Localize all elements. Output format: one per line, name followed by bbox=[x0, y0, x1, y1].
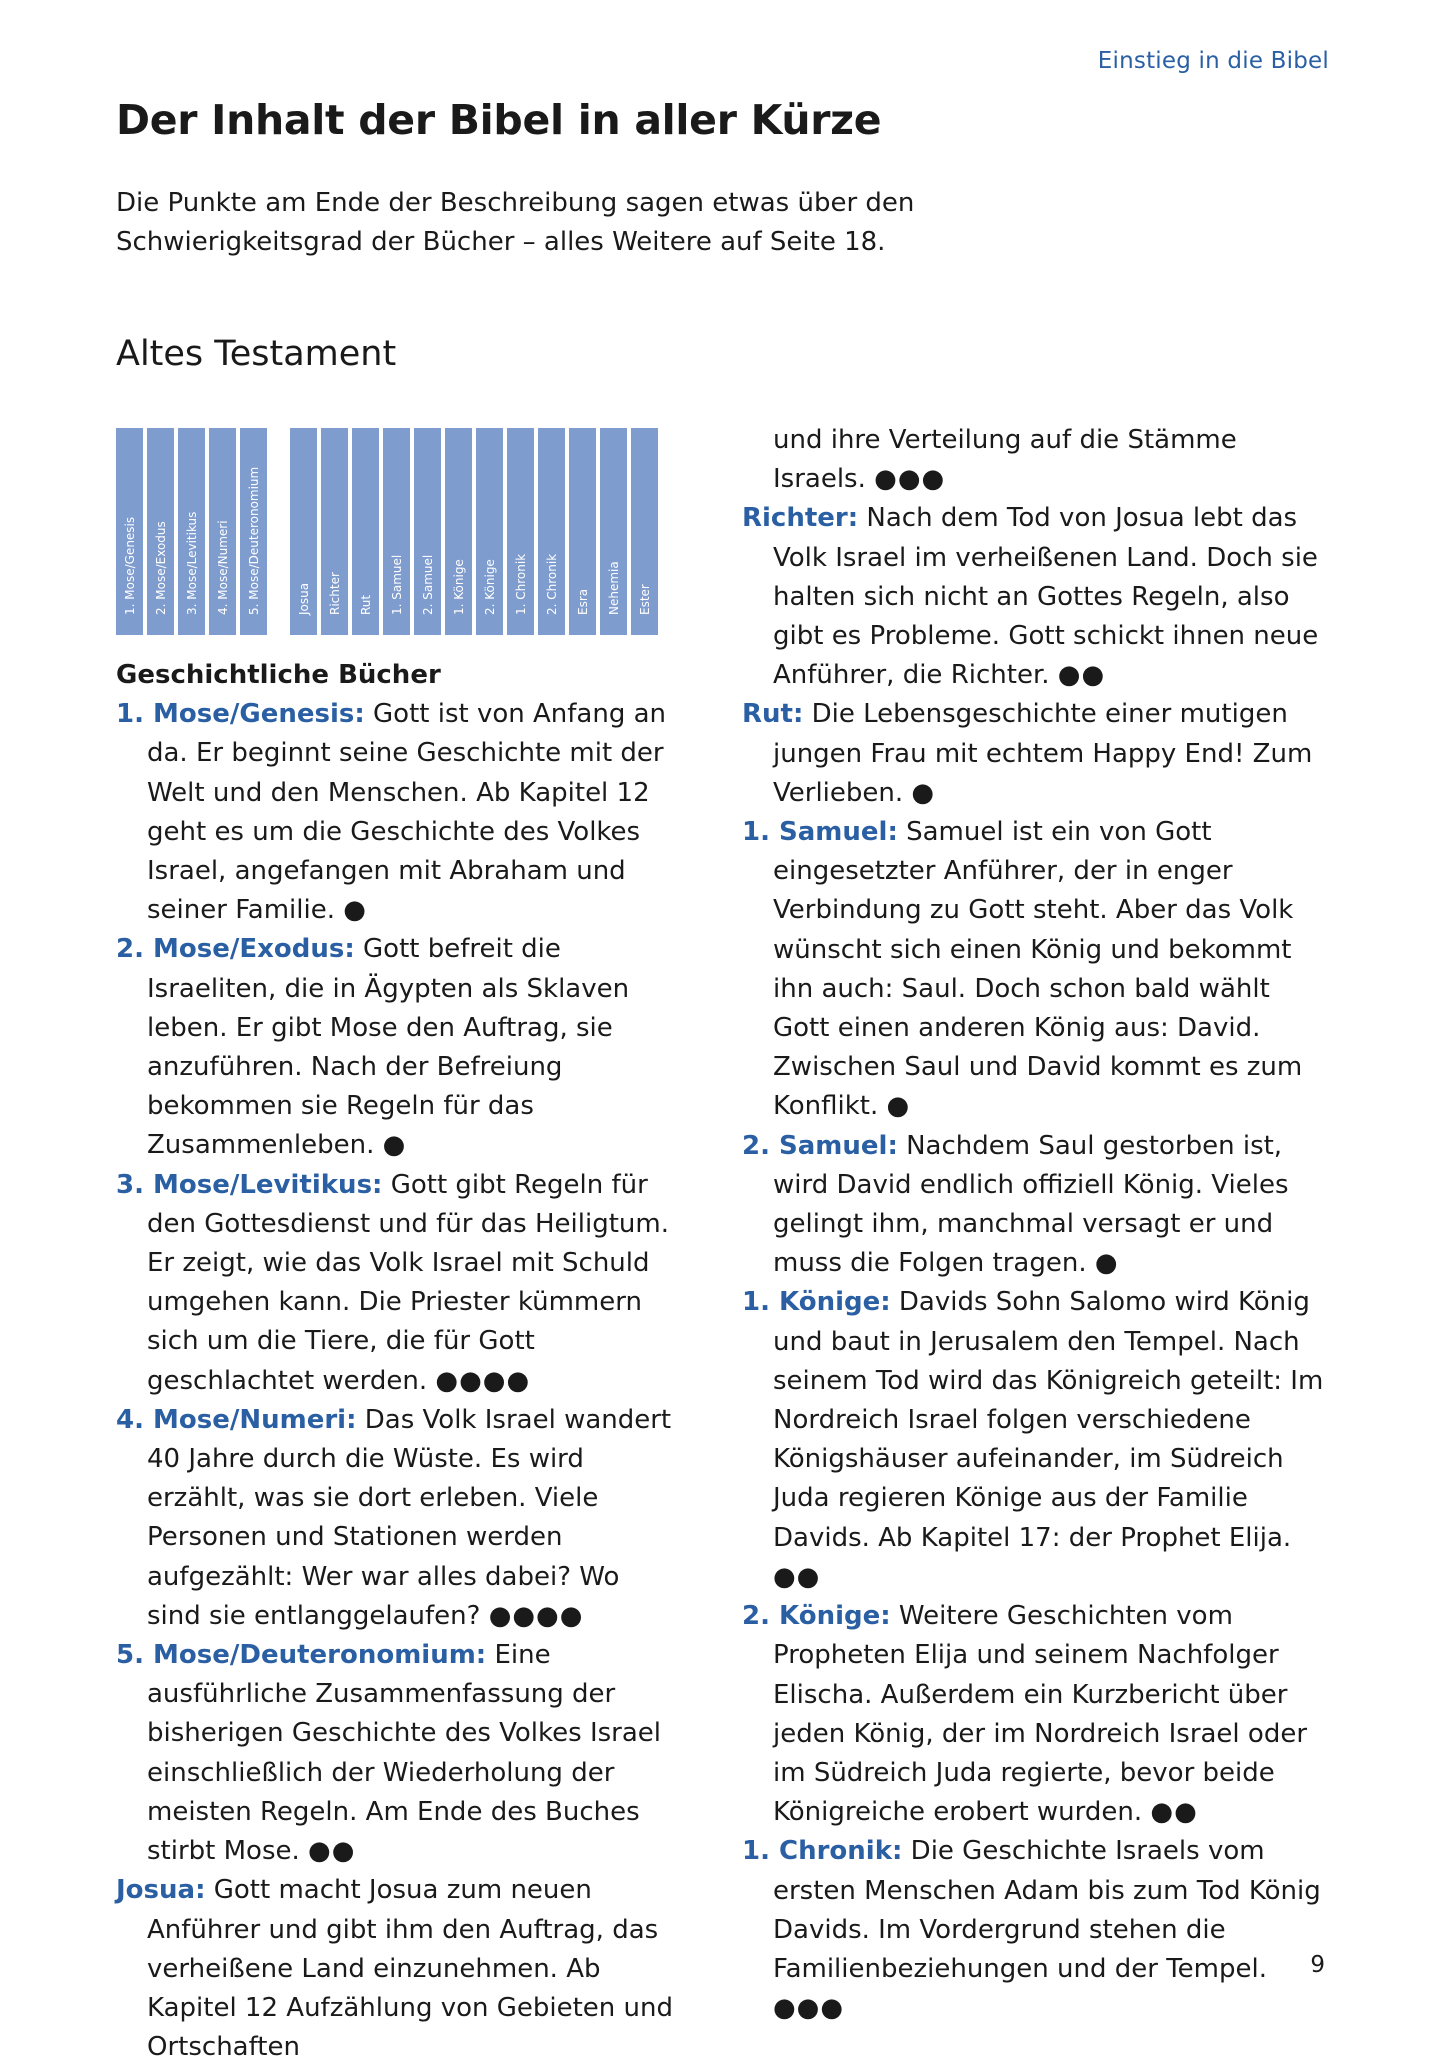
book-entry bbox=[116, 1871, 676, 2067]
page-title: Der Inhalt der Bibel in aller Kürze bbox=[116, 96, 882, 144]
book-strip-label: 3. Mose/Levitikus bbox=[184, 511, 199, 615]
difficulty-dots: ●●●● bbox=[435, 1365, 531, 1396]
book-description: Gott ist von Anfang an da. Er beginnt seine Geschichte mit der Welt und den Menschen. Ab Kapitel 12 geht es um die Geschichte des Volkes Israel, angefangen mit Abraham und seiner Familie. bbox=[147, 699, 666, 926]
book-description: Die Lebensgeschichte einer mutigen jungen Frau mit echtem Happy End! Zum Verlieben. bbox=[773, 699, 1313, 808]
book-strip bbox=[445, 428, 472, 635]
book-term: 3. Mose/Levitikus: bbox=[116, 1169, 383, 1200]
book-term: Rut: bbox=[742, 699, 804, 730]
book-strip bbox=[290, 428, 317, 635]
difficulty-dots: ●● bbox=[308, 1836, 356, 1867]
book-strip-label: Rut bbox=[358, 594, 373, 615]
book-strip-label: 1. Könige bbox=[451, 559, 466, 615]
book-description: Das Volk Israel wandert 40 Jahre durch die Wüste. Es wird erzählt, was sie dort erleben. Viele Personen und Stationen werden aufgezählt: Wer war alles dabei? Wo sind sie entlanggelaufen? bbox=[147, 1404, 672, 1631]
book-strip bbox=[352, 428, 379, 635]
book-strip-label: 1. Chronik bbox=[513, 553, 528, 615]
book-strip-label: 2. Samuel bbox=[420, 554, 435, 615]
book-description: Gott befreit die Israeliten, die in Ägypten als Sklaven leben. Er gibt Mose den Auftrag, sie anzuführen. Nach der Befreiung bekommen sie Regeln für das Zusammenleben. bbox=[147, 934, 630, 1161]
difficulty-dots: ●●● bbox=[773, 1993, 845, 2024]
book-entry bbox=[742, 499, 1332, 695]
book-strip bbox=[631, 428, 658, 635]
book-strip bbox=[321, 428, 348, 635]
book-strip-label: 5. Mose/Deuteronomium bbox=[246, 466, 261, 615]
intro-line-2: Schwierigkeitsgrad der Bücher – alles Weitere auf Seite 18. bbox=[116, 227, 886, 257]
book-strip bbox=[414, 428, 441, 635]
book-description: Eine ausführliche Zusammenfassung der bisherigen Geschichte des Volkes Israel einschließlich der Wiederholung der meisten Regeln. Am Ende des Buches stirbt Mose. bbox=[147, 1640, 662, 1867]
book-term: 1. Samuel: bbox=[742, 817, 898, 848]
book-strip-label: 1. Mose/Genesis bbox=[122, 516, 137, 615]
intro-line-1: Die Punkte am Ende der Beschreibung sagen etwas über den bbox=[116, 188, 915, 218]
book-strip bbox=[600, 428, 627, 635]
book-entry bbox=[116, 1636, 676, 1871]
difficulty-dots: ● bbox=[886, 1091, 911, 1122]
book-entry bbox=[116, 1166, 676, 1401]
book-description: Gott macht Josua zum neuen Anführer und gibt ihm den Auftrag, das verheißene Land einzunehmen. Ab Kapitel 12 Aufzählung von Gebieten und Ortschaften bbox=[147, 1875, 674, 2063]
book-entry bbox=[742, 1283, 1332, 1597]
book-strip bbox=[209, 428, 236, 635]
book-description: Nach dem Tod von Josua lebt das Volk Israel im verheißenen Land. Doch sie halten sich nicht an Gottes Regeln, also gibt es Probleme. Gott schickt ihnen neue Anführer, die Richter. bbox=[773, 503, 1319, 691]
book-strip bbox=[507, 428, 534, 635]
difficulty-dots: ●● bbox=[1150, 1797, 1198, 1828]
running-header: Einstieg in die Bibel bbox=[1097, 48, 1329, 74]
book-strip-label: Richter bbox=[327, 572, 342, 615]
book-strip-label: 2. Mose/Exodus bbox=[153, 521, 168, 615]
book-strip-label: Esra bbox=[575, 588, 590, 615]
difficulty-dots: ● bbox=[911, 777, 936, 808]
book-term: 1. Könige: bbox=[742, 1287, 891, 1318]
book-term: Josua: bbox=[116, 1875, 206, 1906]
book-strip bbox=[116, 428, 143, 635]
book-entry bbox=[116, 1401, 676, 1636]
book-description: Gott gibt Regeln für den Gottesdienst und für das Heiligtum. Er zeigt, wie das Volk Israel mit Schuld umgehen kann. Die Priester kümmern sich um die Tiere, die für Gott geschlachtet werden. bbox=[147, 1169, 669, 1396]
book-description: Weitere Geschichten vom Propheten Elija und seinem Nachfolger Elischa. Außerdem ein Kurzbericht über jeden König, der im Nordreich Israel oder im Südreich Juda regierte, bevor beide Königreiche erobert wurden. bbox=[773, 1601, 1308, 1828]
book-entry bbox=[742, 813, 1332, 1127]
book-description: Samuel ist ein von Gott eingesetzter Anführer, der in enger Verbindung zu Gott steht. Aber das Volk wünscht sich einen König und bekommt ihn auch: Saul. Doch schon bald wählt Gott einen anderen König aus: David. Zwischen Saul und David kommt es zum Konflikt. bbox=[773, 817, 1303, 1122]
left-column bbox=[116, 656, 676, 2067]
difficulty-dots: ●●● bbox=[874, 464, 946, 495]
book-entry bbox=[116, 695, 676, 930]
book-strip-label: 1. Samuel bbox=[389, 554, 404, 615]
book-entry bbox=[742, 1832, 1332, 2028]
book-term: 4. Mose/Numeri: bbox=[116, 1404, 357, 1435]
book-strip bbox=[240, 428, 267, 635]
book-strip-label: 2. Chronik bbox=[544, 553, 559, 615]
subheading: Geschichtliche Bücher bbox=[116, 660, 441, 690]
difficulty-dots: ● bbox=[343, 895, 367, 926]
book-strip bbox=[538, 428, 565, 635]
book-strip bbox=[178, 428, 205, 635]
continued-entry bbox=[742, 421, 1332, 499]
book-strip-label: Josua bbox=[296, 582, 311, 615]
difficulty-dots: ● bbox=[1094, 1248, 1119, 1279]
intro-paragraph bbox=[116, 184, 1016, 262]
book-strip-label: Nehemia bbox=[606, 561, 621, 615]
continued-description: und ihre Verteilung auf die Stämme Israels. bbox=[773, 425, 1237, 495]
book-term: Richter: bbox=[742, 503, 859, 534]
book-term: 1. Chronik: bbox=[742, 1836, 903, 1867]
book-strip bbox=[569, 428, 596, 635]
book-strip bbox=[147, 428, 174, 635]
book-term: 2. Samuel: bbox=[742, 1130, 898, 1161]
book-description: Die Geschichte Israels vom ersten Menschen Adam bis zum Tod König Davids. Im Vordergrund stehen die Familienbeziehungen und der Tempel. bbox=[773, 1836, 1321, 1984]
book-term: 5. Mose/Deuteronomium: bbox=[116, 1640, 487, 1671]
page-number: 9 bbox=[1310, 1952, 1325, 1978]
book-entry bbox=[742, 695, 1332, 813]
book-term: 1. Mose/Genesis: bbox=[116, 699, 365, 730]
book-term: 2. Mose/Exodus: bbox=[116, 934, 355, 965]
book-entry bbox=[742, 1127, 1332, 1284]
book-term: 2. Könige: bbox=[742, 1601, 891, 1632]
difficulty-dots: ●● bbox=[773, 1561, 821, 1592]
book-description: Nachdem Saul gestorben ist, wird David endlich offiziell König. Vieles gelingt ihm, manchmal versagt er und muss die Folgen tragen. bbox=[773, 1130, 1289, 1279]
book-entry bbox=[742, 1597, 1332, 1832]
right-column bbox=[742, 421, 1332, 2028]
book-strip-label: Ester bbox=[637, 584, 652, 615]
section-title: Altes Testament bbox=[116, 334, 397, 374]
book-strip bbox=[383, 428, 410, 635]
book-strip-label: 2. Könige bbox=[482, 559, 497, 615]
book-strip bbox=[476, 428, 503, 635]
difficulty-dots: ● bbox=[382, 1130, 407, 1161]
difficulty-dots: ●● bbox=[1057, 660, 1106, 691]
difficulty-dots: ●●●● bbox=[488, 1600, 584, 1631]
book-description: Davids Sohn Salomo wird König und baut in Jerusalem den Tempel. Nach seinem Tod wird das Königreich geteilt: Im Nordreich Israel folgen verschiedene Königshäuser aufeinander, im Südreich Juda regieren Könige aus der Familie Davids. Ab Kapitel 17: der Prophet Elija. bbox=[773, 1287, 1324, 1553]
book-strip-label: 4. Mose/Numeri bbox=[215, 520, 230, 615]
book-entry bbox=[116, 930, 676, 1165]
